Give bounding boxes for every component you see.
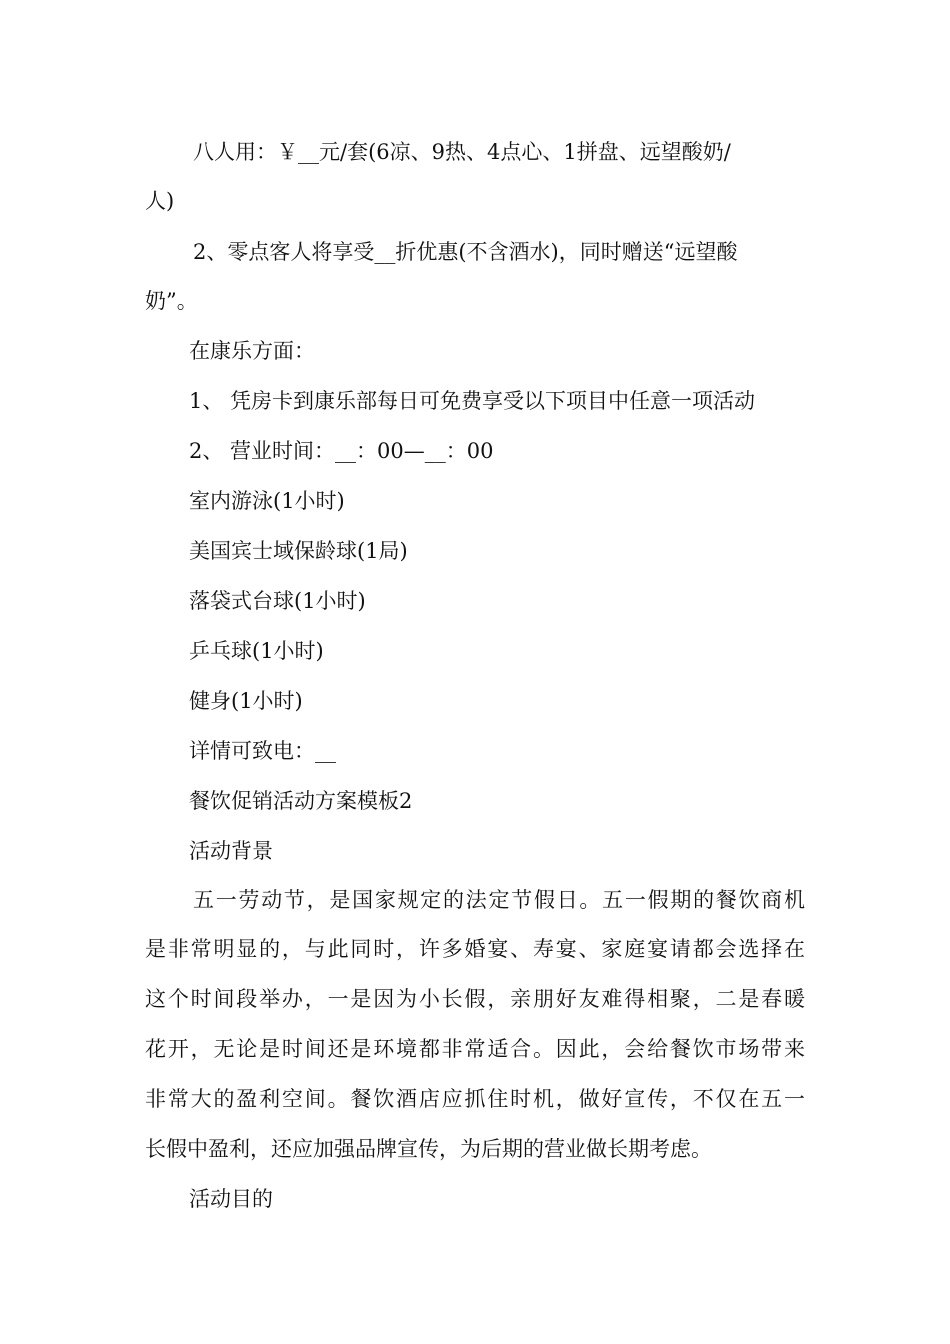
section-heading-background: 活动背景 <box>189 839 273 863</box>
recreation-item-2: 2、 营业时间：__：00—__：00 <box>189 439 494 463</box>
activity-bowling: 美国宾士域保龄球(1局) <box>189 539 408 563</box>
discount-line-cont: 奶”。 <box>145 289 198 313</box>
activity-swimming: 室内游泳(1小时) <box>189 489 345 513</box>
contact-line: 详情可致电：__ <box>189 739 336 763</box>
banquet-eight-person-line: 八人用：￥__元/套(6凉、9热、4点心、1拼盘、远望酸奶/ <box>193 140 731 164</box>
background-paragraph-line-4: 花开，无论是时间还是环境都非常适合。因此，会给餐饮市场带来 <box>145 1037 805 1061</box>
activity-billiards: 落袋式台球(1小时) <box>189 589 366 613</box>
template-title: 餐饮促销活动方案模板2 <box>189 789 413 813</box>
recreation-item-1: 1、 凭房卡到康乐部每日可免费享受以下项目中任意一项活动 <box>189 389 756 413</box>
banquet-eight-person-line-cont: 人) <box>145 189 175 213</box>
recreation-heading: 在康乐方面： <box>189 339 315 363</box>
section-heading-purpose: 活动目的 <box>189 1187 273 1211</box>
background-paragraph-line-2: 是非常明显的，与此同时，许多婚宴、寿宴、家庭宴请都会选择在 <box>145 937 805 961</box>
background-paragraph-line-6: 长假中盈利，还应加强品牌宣传，为后期的营业做长期考虑。 <box>145 1137 712 1161</box>
activity-table-tennis: 乒乓球(1小时) <box>189 639 324 663</box>
background-paragraph-line-1: 五一劳动节，是国家规定的法定节假日。五一假期的餐饮商机 <box>193 888 805 912</box>
activity-fitness: 健身(1小时) <box>189 689 303 713</box>
background-paragraph-line-3: 这个时间段举办，一是因为小长假，亲朋好友难得相聚，二是春暖 <box>145 987 805 1011</box>
background-paragraph-line-5: 非常大的盈利空间。餐饮酒店应抓住时机，做好宣传，不仅在五一 <box>145 1087 805 1111</box>
discount-line: 2、零点客人将享受__折优惠(不含酒水)，同时赠送“远望酸 <box>193 240 738 264</box>
